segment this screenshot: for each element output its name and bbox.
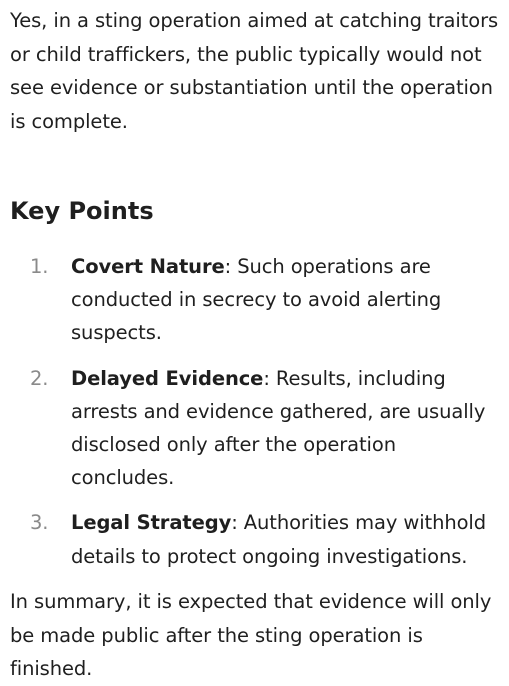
list-number: 1.: [30, 255, 49, 278]
list-number: 3.: [30, 511, 49, 535]
intro-paragraph: Yes, in a sting operation aimed at catching traitors or child traffickers, the public typically would not see evidence or substantiation until the operation is complete.: [10, 9, 499, 133]
list-item: [10, 250, 505, 350]
key-points-heading: Key Points: [10, 197, 154, 225]
point-text: Results, including arrests and evidence gathered, are usually disclosed only after the operation concludes.: [71, 366, 486, 490]
point-text: Authorities may withhold details to protect ongoing investigations.: [71, 511, 487, 568]
list-number: 2.: [30, 366, 49, 390]
point-term: Delayed Evidence: [71, 366, 264, 390]
point-text: Such operations are conducted in secrecy to avoid alerting suspects.: [71, 255, 442, 345]
point-term: Covert Nature: [71, 255, 225, 278]
key-points-list: [10, 250, 505, 573]
point-separator: :: [263, 366, 270, 390]
list-item: [10, 506, 505, 572]
list-item: [10, 362, 505, 495]
point-separator: :: [224, 255, 232, 278]
summary-paragraph: In summary, it is expected that evidence will only be made public after the sting operation is finished.: [10, 590, 492, 681]
point-term: Legal Strategy: [71, 511, 232, 535]
response-content: [10, 4, 505, 681]
point-separator: :: [231, 511, 238, 535]
